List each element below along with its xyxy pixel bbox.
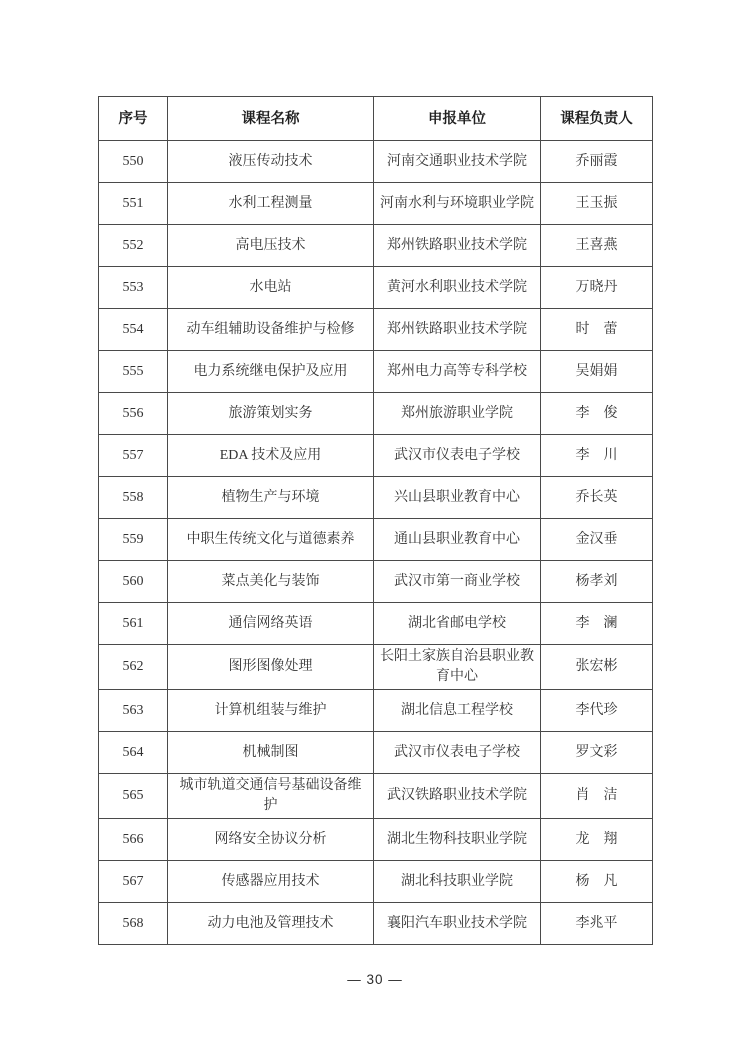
table-row (99, 819, 653, 861)
cell-course-leader: 杨孝刘 (541, 561, 653, 603)
cell-serial-number: 558 (99, 477, 168, 519)
cell-course-name: 旅游策划实务 (168, 393, 374, 435)
table-row (99, 141, 653, 183)
cell-course-name: 液压传动技术 (168, 141, 374, 183)
cell-course-name: 传感器应用技术 (168, 861, 374, 903)
cell-applying-unit: 武汉市第一商业学校 (374, 561, 541, 603)
table-row (99, 561, 653, 603)
column-header-unit: 申报单位 (374, 97, 541, 141)
cell-applying-unit: 郑州电力高等专科学校 (374, 351, 541, 393)
cell-applying-unit: 河南交通职业技术学院 (374, 141, 541, 183)
cell-serial-number: 553 (99, 267, 168, 309)
table-row (99, 183, 653, 225)
table-row (99, 732, 653, 774)
cell-course-name: 中职生传统文化与道德素养 (168, 519, 374, 561)
cell-course-leader: 乔丽霞 (541, 141, 653, 183)
course-table (98, 96, 653, 945)
table-row (99, 351, 653, 393)
cell-applying-unit: 襄阳汽车职业技术学院 (374, 903, 541, 945)
cell-serial-number: 568 (99, 903, 168, 945)
cell-serial-number: 562 (99, 645, 168, 690)
table-body (99, 141, 653, 945)
cell-course-leader: 李兆平 (541, 903, 653, 945)
cell-serial-number: 554 (99, 309, 168, 351)
cell-applying-unit: 河南水利与环境职业学院 (374, 183, 541, 225)
cell-applying-unit: 郑州铁路职业技术学院 (374, 225, 541, 267)
table-row (99, 519, 653, 561)
cell-course-name: 植物生产与环境 (168, 477, 374, 519)
cell-applying-unit: 湖北生物科技职业学院 (374, 819, 541, 861)
cell-course-name: 动力电池及管理技术 (168, 903, 374, 945)
cell-applying-unit: 武汉市仪表电子学校 (374, 732, 541, 774)
cell-course-name: 城市轨道交通信号基础设备维护 (168, 774, 374, 819)
cell-serial-number: 567 (99, 861, 168, 903)
table-row (99, 690, 653, 732)
column-header-course: 课程名称 (168, 97, 374, 141)
cell-course-name: 菜点美化与装饰 (168, 561, 374, 603)
cell-course-name: EDA 技术及应用 (168, 435, 374, 477)
table-row (99, 309, 653, 351)
table-row (99, 225, 653, 267)
table-row (99, 393, 653, 435)
cell-course-leader: 肖 洁 (541, 774, 653, 819)
cell-course-name: 计算机组装与维护 (168, 690, 374, 732)
cell-serial-number: 566 (99, 819, 168, 861)
cell-serial-number: 556 (99, 393, 168, 435)
cell-course-leader: 王喜燕 (541, 225, 653, 267)
cell-serial-number: 555 (99, 351, 168, 393)
cell-course-name: 机械制图 (168, 732, 374, 774)
cell-serial-number: 561 (99, 603, 168, 645)
cell-course-leader: 万晓丹 (541, 267, 653, 309)
column-header-serial: 序号 (99, 97, 168, 141)
cell-serial-number: 560 (99, 561, 168, 603)
table-row (99, 903, 653, 945)
cell-serial-number: 563 (99, 690, 168, 732)
table-row (99, 861, 653, 903)
cell-applying-unit: 兴山县职业教育中心 (374, 477, 541, 519)
cell-course-name: 电力系统继电保护及应用 (168, 351, 374, 393)
table-row (99, 645, 653, 690)
table-header (99, 97, 653, 141)
cell-serial-number: 550 (99, 141, 168, 183)
column-header-leader: 课程负责人 (541, 97, 653, 141)
cell-applying-unit: 湖北科技职业学院 (374, 861, 541, 903)
cell-serial-number: 551 (99, 183, 168, 225)
cell-course-leader: 乔长英 (541, 477, 653, 519)
cell-course-leader: 李 俊 (541, 393, 653, 435)
table-row (99, 603, 653, 645)
cell-applying-unit: 郑州旅游职业学院 (374, 393, 541, 435)
cell-course-name: 图形图像处理 (168, 645, 374, 690)
table-row (99, 774, 653, 819)
cell-applying-unit: 郑州铁路职业技术学院 (374, 309, 541, 351)
cell-course-leader: 吴娟娟 (541, 351, 653, 393)
cell-course-leader: 金汉垂 (541, 519, 653, 561)
cell-course-leader: 罗文彩 (541, 732, 653, 774)
cell-applying-unit: 湖北信息工程学校 (374, 690, 541, 732)
cell-course-name: 通信网络英语 (168, 603, 374, 645)
cell-course-name: 网络安全协议分析 (168, 819, 374, 861)
cell-course-leader: 李代珍 (541, 690, 653, 732)
cell-course-leader: 龙 翔 (541, 819, 653, 861)
page-number: — 30 — (347, 972, 403, 987)
cell-course-name: 高电压技术 (168, 225, 374, 267)
cell-applying-unit: 武汉市仪表电子学校 (374, 435, 541, 477)
cell-serial-number: 559 (99, 519, 168, 561)
cell-course-name: 水利工程测量 (168, 183, 374, 225)
cell-course-name: 动车组辅助设备维护与检修 (168, 309, 374, 351)
cell-course-leader: 张宏彬 (541, 645, 653, 690)
cell-serial-number: 564 (99, 732, 168, 774)
cell-course-leader: 李 澜 (541, 603, 653, 645)
cell-applying-unit: 武汉铁路职业技术学院 (374, 774, 541, 819)
cell-course-leader: 时 蕾 (541, 309, 653, 351)
cell-serial-number: 565 (99, 774, 168, 819)
table-row (99, 435, 653, 477)
cell-course-leader: 杨 凡 (541, 861, 653, 903)
table-row (99, 477, 653, 519)
cell-applying-unit: 黄河水利职业技术学院 (374, 267, 541, 309)
cell-serial-number: 557 (99, 435, 168, 477)
cell-applying-unit: 湖北省邮电学校 (374, 603, 541, 645)
cell-course-name: 水电站 (168, 267, 374, 309)
cell-serial-number: 552 (99, 225, 168, 267)
cell-applying-unit: 长阳土家族自治县职业教育中心 (374, 645, 541, 690)
header-row (99, 97, 653, 141)
table-row (99, 267, 653, 309)
cell-course-leader: 王玉振 (541, 183, 653, 225)
cell-applying-unit: 通山县职业教育中心 (374, 519, 541, 561)
cell-course-leader: 李 川 (541, 435, 653, 477)
